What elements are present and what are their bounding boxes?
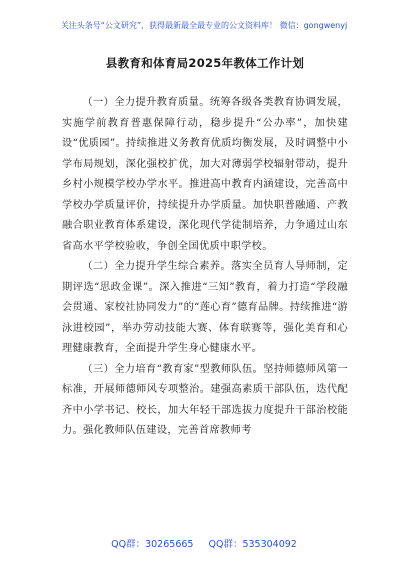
document-title: 县教育和体育局2025年教体工作计划: [105, 56, 305, 70]
header-banner: 关注头条号“公文研究”，获得最新最全最专业的公文资料库！ 微信：gongwenyj: [60, 21, 348, 30]
qq-group-2: QQ群：535304092: [208, 539, 297, 550]
qq-group-1: QQ群：30265665: [111, 539, 194, 550]
paragraph-education-quality: （一）全力提升教育质量。统筹各级各类教育协调发展，实施学前教育普惠保障行动，稳步提升“公办率”，加快建设“优质园”。持续推进义务教育优质均衡发展，及时调整中小学布局规划，深化强校扩优，加大对薄弱学校辐射带动，提升乡村小规模学校办学水平。推进高中教育内涵建设，完善高中学校办学质量评价，持续提升办学质量。加快职普融通、产教融合职业教育体系建设，深化现代学徒制培养，力争通过山东省高水平学校验收，争创全国优质中职学校。: [62, 97, 348, 252]
paragraph-student-literacy: （二）全力提升学生综合素养。落实全员育人导师制，定期评选“思政金课”。深入推进“三知”教育，着力打造“学段融会贯通、家校社协同发力”的“莲心育”德育品牌。持续推进“游泳进校园”，举办劳动技能大赛、体育联赛等，强化美育和心理健康教育，全面提升学生身心健康水平。: [62, 261, 348, 354]
paragraph-teacher-team: （三）全力培育“教育家”型教师队伍。坚持师德师风第一标准，开展师德师风专项整治。建强高素质干部队伍，迭代配齐中小学书记、校长，加大年轻干部选拔力度提升干部治校能力。强化教师队伍建设，完善首席教师考: [62, 363, 348, 436]
footer-qq-groups: [0, 536, 408, 550]
document-page: [62, 55, 348, 442]
